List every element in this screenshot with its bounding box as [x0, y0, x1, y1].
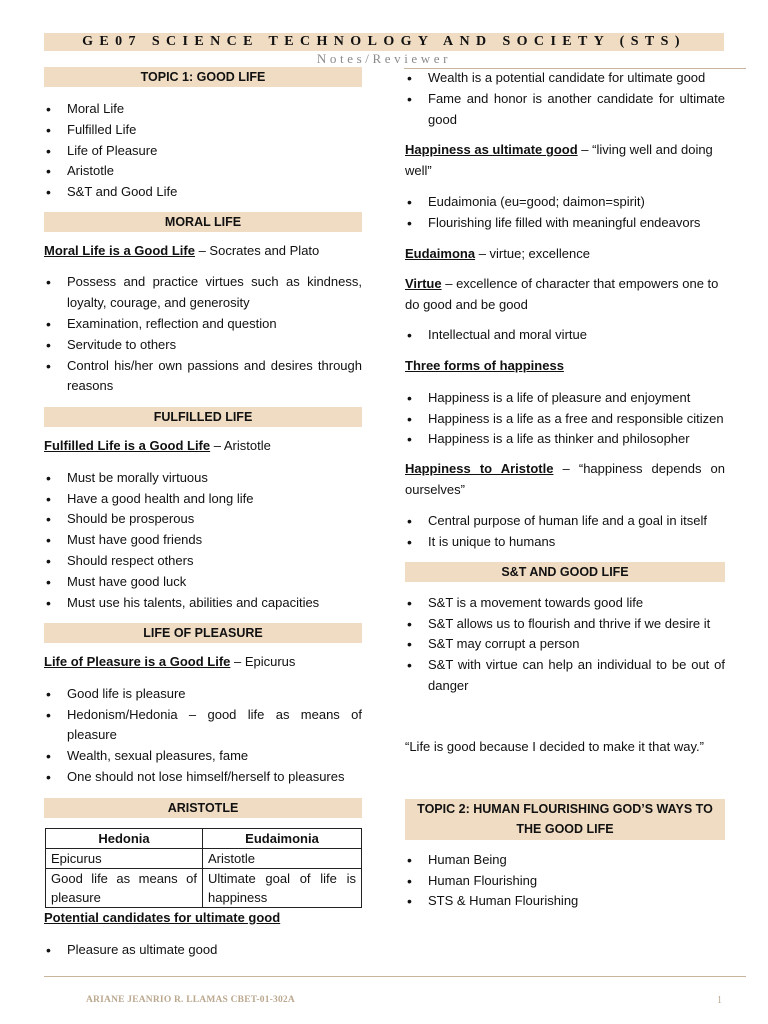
- virtue-definition: [405, 274, 725, 315]
- life-of-pleasure-definition: [44, 652, 362, 673]
- list-item: • Life of Pleasure: [44, 141, 362, 162]
- list-item: • One should not lose himself/herself to pleasures: [44, 767, 362, 788]
- list-item: • Fulfilled Life: [44, 120, 362, 141]
- candidates-list: [44, 940, 362, 961]
- list-item: • Have a good health and long life: [44, 489, 362, 510]
- aristotle-heading: ARISTOTLE: [44, 798, 362, 818]
- list-item: • STS & Human Flourishing: [405, 891, 725, 912]
- list-item: • Happiness is a life as thinker and philosopher: [405, 429, 725, 450]
- happiness-list: [405, 192, 725, 234]
- list-item: • Examination, reflection and question: [44, 314, 362, 335]
- list-item: • Must have good friends: [44, 530, 362, 551]
- list-item: • Possess and practice virtues such as kindness, loyalty, courage, and generosity: [44, 272, 362, 314]
- table-cell: Ultimate goal of life is happiness: [203, 868, 362, 907]
- moral-life-definition: [44, 241, 362, 262]
- table-header-cell: Eudaimonia: [203, 828, 362, 848]
- list-item: • Human Being: [405, 850, 725, 871]
- hedonia-eudaimonia-table: [45, 828, 362, 908]
- left-column: [44, 67, 362, 961]
- topic1-heading: TOPIC 1: GOOD LIFE: [44, 67, 362, 87]
- candidates-definition: [44, 908, 362, 929]
- virtue-term: Virtue: [405, 276, 442, 292]
- table-row: [46, 848, 362, 868]
- list-item: • S&T allows us to flourish and thrive if we desire it: [405, 614, 725, 635]
- happiness-term: Happiness as ultimate good: [405, 142, 578, 158]
- table-header-cell: Hedonia: [46, 828, 203, 848]
- list-item: • Pleasure as ultimate good: [44, 940, 362, 961]
- list-item: • Fame and honor is another candidate for ultimate good: [405, 89, 725, 131]
- list-item: • Should respect others: [44, 551, 362, 572]
- list-item: • Hedonism/Hedonia – good life as means of pleasure: [44, 705, 362, 747]
- fulfilled-life-list: [44, 468, 362, 614]
- list-item: • S&T may corrupt a person: [405, 634, 725, 655]
- happiness-aristotle-list: [405, 511, 725, 553]
- list-item: • Happiness is a life of pleasure and enjoyment: [405, 388, 725, 409]
- footer-author: ARIANE JEANRIO R. LLAMAS CBET-01-302A: [86, 995, 295, 1005]
- three-forms-definition: [405, 356, 725, 377]
- table-cell: Good life as means of pleasure: [46, 868, 203, 907]
- list-item: • Servitude to others: [44, 335, 362, 356]
- list-item: • Central purpose of human life and a goal in itself: [405, 511, 725, 532]
- eudaimona-term: Eudaimona: [405, 245, 476, 261]
- moral-life-source: – Socrates and Plato: [194, 242, 320, 258]
- list-item: • Must have good luck: [44, 572, 362, 593]
- list-item: • S&T and Good Life: [44, 182, 362, 203]
- list-item: • S&T with virtue can help an individual to be out of danger: [405, 655, 725, 697]
- candidates-continued-list: [405, 68, 725, 130]
- list-item: • Wealth is a potential candidate for ultimate good: [405, 68, 725, 89]
- three-forms-list: [405, 388, 725, 450]
- fulfilled-life-term: Fulfilled Life is a Good Life: [44, 438, 211, 454]
- virtue-list: [405, 325, 725, 346]
- list-item: • Aristotle: [44, 161, 362, 182]
- table-cell: Epicurus: [46, 848, 203, 868]
- list-item: • S&T is a movement towards good life: [405, 593, 725, 614]
- list-item: • Should be prosperous: [44, 509, 362, 530]
- eudaimona-definition: [405, 244, 725, 265]
- list-item: • Good life is pleasure: [44, 684, 362, 705]
- moral-life-heading: MORAL LIFE: [44, 212, 362, 232]
- happiness-description: – “living well and doing well”: [405, 142, 713, 178]
- list-item: • Must be morally virtuous: [44, 468, 362, 489]
- life-of-pleasure-list: [44, 684, 362, 788]
- virtue-description: – excellence of character that empowers one to do good and be good: [405, 276, 719, 312]
- three-forms-term: Three forms of happiness: [405, 358, 564, 374]
- document-title: GE07 SCIENCE TECHNOLOGY AND SOCIETY (STS): [44, 33, 724, 51]
- topic2-list: [405, 850, 725, 912]
- moral-life-list: [44, 272, 362, 397]
- happiness-definition: [405, 140, 725, 181]
- list-item: • It is unique to humans: [405, 532, 725, 553]
- life-of-pleasure-heading: LIFE OF PLEASURE: [44, 623, 362, 643]
- fulfilled-life-heading: FULFILLED LIFE: [44, 407, 362, 427]
- table-row: [46, 868, 362, 907]
- list-item: • Happiness is a life as a free and responsible citizen: [405, 409, 725, 430]
- fulfilled-life-definition: [44, 436, 362, 457]
- eudaimona-description: – virtue; excellence: [475, 245, 590, 261]
- list-item: • Wealth, sexual pleasures, fame: [44, 746, 362, 767]
- footer-rule: [44, 976, 746, 977]
- fulfilled-life-source: – Aristotle: [210, 438, 271, 454]
- document-subtitle: Notes/Reviewer: [316, 51, 452, 66]
- happiness-aristotle-term: Happiness to Aristotle: [405, 461, 554, 477]
- topic2-heading: TOPIC 2: HUMAN FLOURISHING GOD’S WAYS TO THE GOOD LIFE: [405, 799, 725, 840]
- life-of-pleasure-term: Life of Pleasure is a Good Life: [44, 654, 231, 670]
- list-item: • Flourishing life filled with meaningful endeavors: [405, 213, 725, 234]
- table-cell: Aristotle: [203, 848, 362, 868]
- list-item: • Must use his talents, abilities and capacities: [44, 593, 362, 614]
- right-column: [405, 67, 725, 912]
- list-item: • Control his/her own passions and desires through reasons: [44, 356, 362, 398]
- moral-life-term: Moral Life is a Good Life: [44, 242, 195, 258]
- happiness-aristotle-definition: [405, 459, 725, 500]
- quote: “Life is good because I decided to make it that way.”: [405, 738, 704, 754]
- topic1-list: [44, 99, 362, 203]
- list-item: • Intellectual and moral virtue: [405, 325, 725, 346]
- list-item: • Human Flourishing: [405, 871, 725, 892]
- st-good-life-list: [405, 593, 725, 697]
- candidates-term: Potential candidates for ultimate good: [44, 909, 281, 925]
- page-number: 1: [717, 995, 722, 1006]
- happiness-aristotle-description: – “happiness depends on ourselves”: [405, 461, 725, 497]
- st-good-life-heading: S&T AND GOOD LIFE: [405, 562, 725, 582]
- list-item: • Moral Life: [44, 99, 362, 120]
- life-of-pleasure-source: – Epicurus: [230, 654, 296, 670]
- table-header-row: [46, 828, 362, 848]
- list-item: • Eudaimonia (eu=good; daimon=spirit): [405, 192, 725, 213]
